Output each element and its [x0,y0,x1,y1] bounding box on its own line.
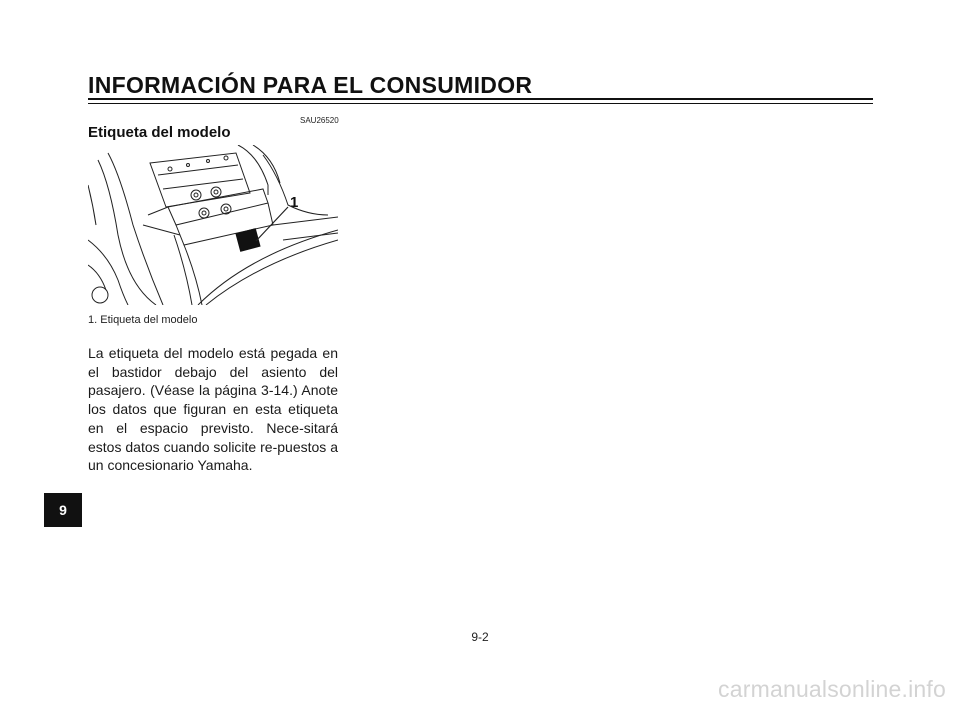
figure-caption: 1. Etiqueta del modelo [88,314,198,326]
section-title: Etiqueta del modelo [88,124,231,141]
watermark: carmanualsonline.info [718,676,946,702]
header-rule-thin [88,103,873,104]
figure-callout-number: 1 [290,194,299,211]
page-header-title: INFORMACIÓN PARA EL CONSUMIDOR [88,72,533,98]
header-rule-thick [88,98,873,100]
page-number: 9-2 [471,630,489,644]
model-label-illustration [88,145,338,305]
chapter-tab: 9 [44,493,82,527]
section-code: SAU26520 [300,116,339,125]
section-body-text: La etiqueta del modelo está pegada en el bastidor debajo del asiento del pasajero. (Véase la página 3-14.) Anote los datos que figuran en esta etiqueta en el espacio previsto. Nece-sitará estos datos cuando solicite re-puestos a un concesionario Yamaha. [88,345,338,474]
